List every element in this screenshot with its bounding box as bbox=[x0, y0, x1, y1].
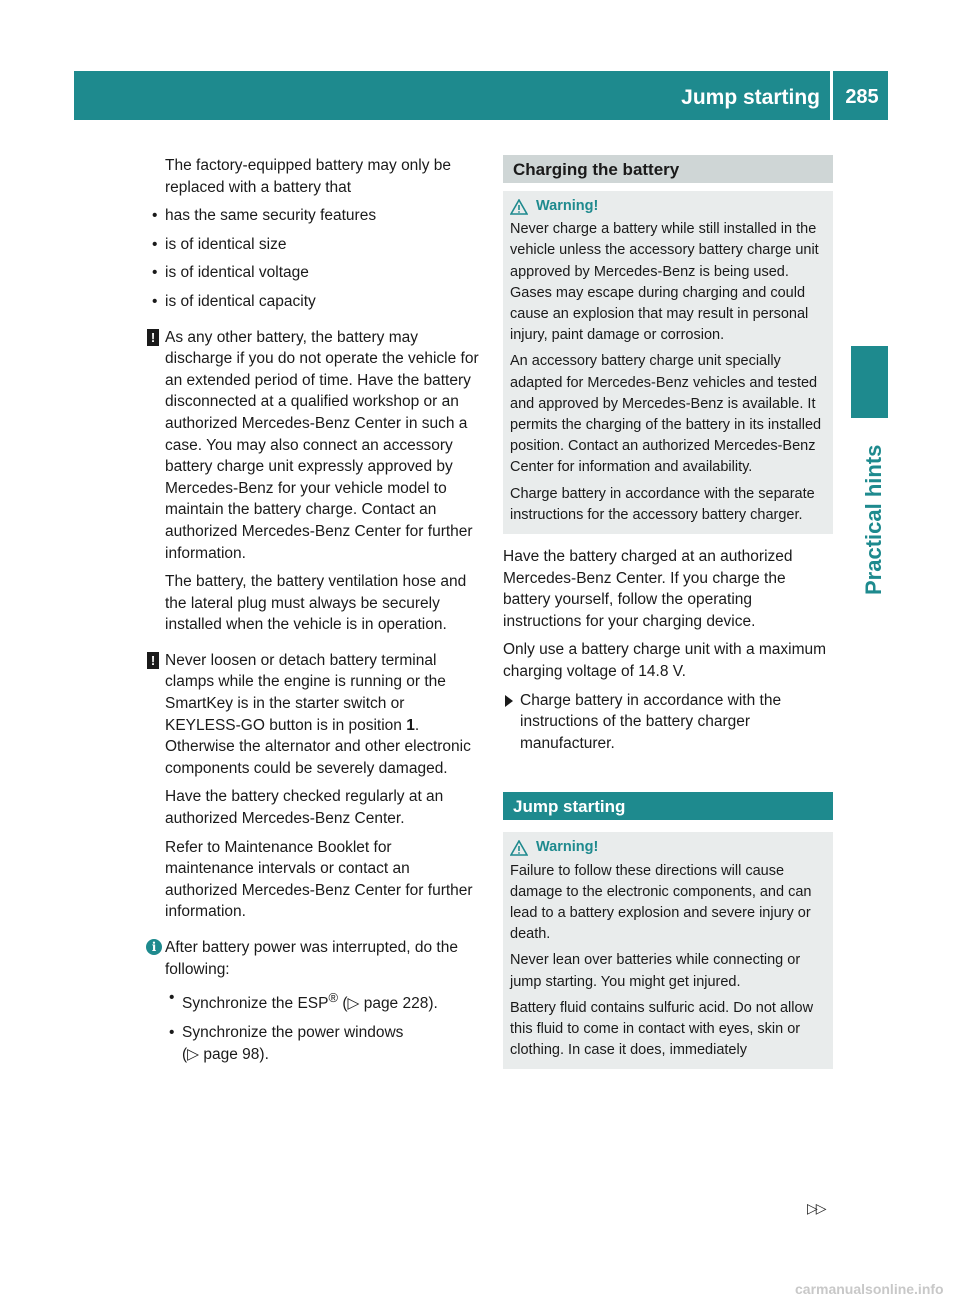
side-tab-marker bbox=[851, 346, 888, 418]
warning-box-charging bbox=[503, 191, 833, 534]
info-note-synchronize bbox=[148, 937, 484, 1065]
note-text: Refer to Maintenance Booklet for maintenance intervals or contact an authorized Mercedes-Benz Center for further information. bbox=[165, 838, 473, 921]
watermark: carmanualsonline.info bbox=[795, 1281, 944, 1297]
warning-triangle-icon bbox=[510, 840, 528, 856]
caution-note-battery-discharge bbox=[148, 327, 484, 636]
warning-text: An accessory battery charge unit specially adapted for Mercedes-Benz vehicles and tested and approved by Mercedes-Benz is available. It permits the charging of the battery in its installed position. Contact an authorized Mercedes-Benz Center for information and availability. bbox=[510, 353, 822, 476]
header-separator bbox=[830, 71, 833, 120]
page-reference[interactable]: (▷ page 228). bbox=[342, 995, 438, 1013]
instruction-step: Charge battery in accordance with the instructions of the battery charger manufacturer. bbox=[503, 690, 833, 755]
page-number: 285 bbox=[845, 86, 879, 108]
warning-triangle-icon bbox=[510, 199, 528, 215]
bullet-marker: • bbox=[169, 1023, 175, 1041]
note-text: After battery power was interrupted, do the following: bbox=[165, 939, 458, 978]
bullet-marker: • bbox=[152, 207, 158, 225]
body-paragraph: Only use a battery charge unit with a maximum charging voltage of 14.8 V. bbox=[503, 641, 827, 681]
exclamation-icon: ! bbox=[147, 329, 159, 346]
list-item: • is of identical voltage bbox=[148, 262, 484, 284]
bullet-marker: • bbox=[152, 292, 158, 310]
bullet-marker: • bbox=[152, 264, 158, 282]
bullet-marker: • bbox=[169, 989, 175, 1007]
bullet-marker: • bbox=[152, 235, 158, 253]
note-text: As any other battery, the battery may discharge if you do not operate the vehicle for an extended period of time. Have the battery disconnected at a qualified workshop or an authorized Mercedes-Benz Center in such a case. You may also connect an accessory battery charge unit expressly approved by Mercedes-Benz for your vehicle model to maintain the battery charge. Contact an authorized Mercedes-Benz Center for further information. bbox=[165, 328, 479, 562]
warning-title: Warning! bbox=[510, 837, 826, 858]
note-text: Have the battery checked regularly at an authorized Mercedes-Benz Center. bbox=[165, 788, 444, 828]
page-reference[interactable]: (▷ page 98). bbox=[182, 1045, 269, 1063]
info-icon: i bbox=[146, 939, 162, 955]
warning-text: Never lean over batteries while connecting or jump starting. You might get injured. bbox=[510, 952, 801, 990]
list-item: • is of identical capacity bbox=[148, 291, 484, 313]
side-tab-label: Practical hints bbox=[861, 444, 886, 595]
warning-box-jump-starting bbox=[503, 832, 833, 1069]
section-heading-charging: Charging the battery bbox=[503, 155, 833, 183]
list-item: • has the same security features bbox=[148, 205, 484, 227]
left-column bbox=[148, 155, 484, 1072]
list-item: • is of identical size bbox=[148, 234, 484, 256]
body-paragraph: Have the battery charged at an authorized Mercedes-Benz Center. If you charge the battery yourself, follow the operating instructions for your charging device. bbox=[503, 548, 793, 630]
list-item: • Synchronize the power windows (▷ page 98). bbox=[169, 1023, 404, 1063]
right-column bbox=[503, 155, 833, 1069]
caution-note-terminal-clamps bbox=[148, 650, 484, 923]
warning-text: Failure to follow these directions will cause damage to the electronic components, and can lead to a battery explosion and severe injury or death. bbox=[510, 862, 812, 943]
section-heading-jump-starting: Jump starting bbox=[503, 792, 833, 820]
intro-paragraph: The factory-equipped battery may only be replaced with a battery that bbox=[165, 157, 452, 196]
warning-text: Charge battery in accordance with the separate instructions for the accessory battery charger. bbox=[510, 485, 815, 523]
warning-title: Warning! bbox=[510, 196, 826, 217]
note-text: The battery, the battery ventilation hose and the lateral plug must always be securely installed when the vehicle is in operation. bbox=[165, 573, 467, 634]
warning-text: Battery fluid contains sulfuric acid. Do not allow this fluid to come in contact with eyes, skin or clothing. In case it does, immediately bbox=[510, 999, 814, 1059]
arrow-icon bbox=[505, 695, 513, 707]
exclamation-icon: ! bbox=[147, 652, 159, 669]
continued-icon: ▷▷ bbox=[807, 1200, 825, 1216]
list-item: • Synchronize the ESP® (▷ page 228). bbox=[169, 989, 438, 1013]
warning-text: Never charge a battery while still installed in the vehicle unless the accessory battery charge unit approved by Mercedes-Benz is being used. Gases may escape during charging and could cause an explosion that may result in personal injury, paint damage or corrosion. bbox=[510, 221, 819, 344]
note-text: Never loosen or detach battery terminal clamps while the engine is running or the SmartKey is in the starter switch or KEYLESS-GO button is in position 1. Otherwise the alternator and other electronic components could be severely damaged. bbox=[165, 651, 471, 777]
page-title: Jump starting bbox=[681, 86, 820, 109]
